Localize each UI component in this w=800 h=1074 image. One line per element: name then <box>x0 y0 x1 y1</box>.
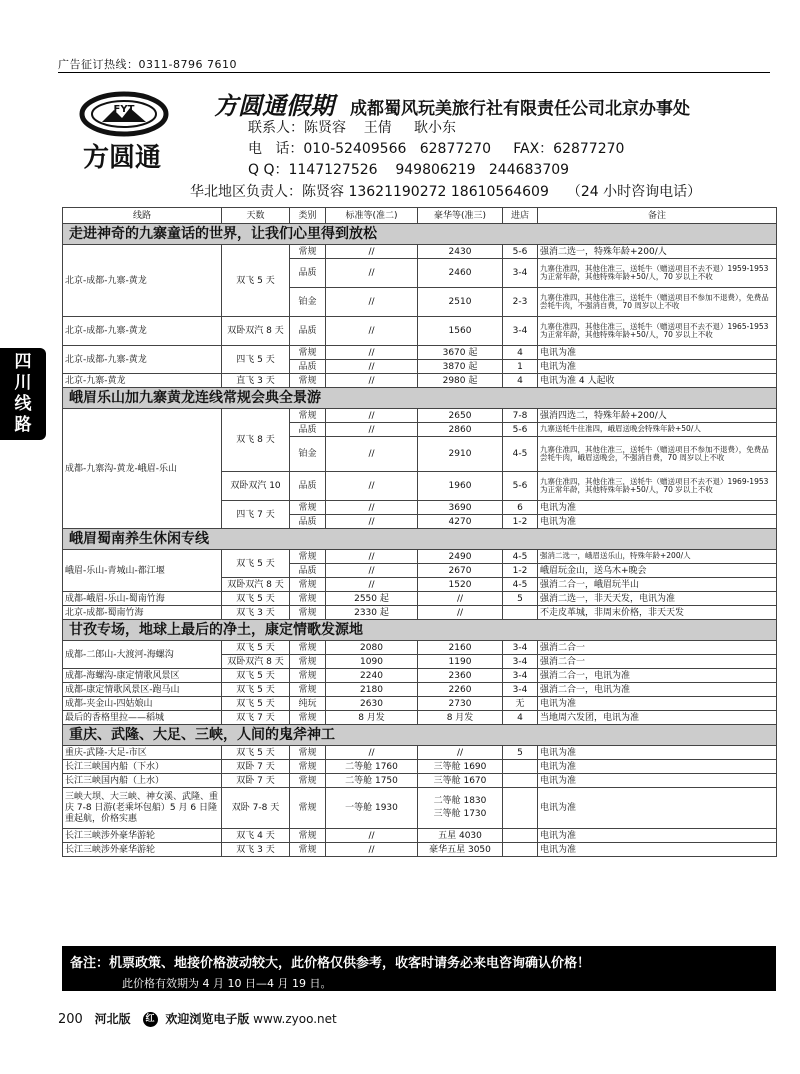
brand-name: 方圆通假期 <box>214 91 334 120</box>
table-row: 北京-成都-蜀南竹海 双飞 3 天 常规 2330 起 // 不走皮革城，非周末价格，非天天发 <box>63 606 777 620</box>
table-row: 双卧双汽 10 品质 // 1960 5-6 九寨住准四，其他住准三，送牦牛（赠送项目不去不退）1969-1953 为正常年龄，其他特殊年龄+50/人，70 岁以上不收 <box>63 472 777 501</box>
table-row: 双卧双汽 8 天 常规 // 1520 4-5 强消二合一，峨眉玩半山 <box>63 578 777 592</box>
table-row: 北京-成都-九寨-黄龙 四飞 5 天 常规 // 3670 起 4 电讯为准 <box>63 346 777 360</box>
footer-notice <box>62 946 776 991</box>
page-number: 200 <box>58 1012 83 1027</box>
col-route: 线路 <box>63 208 222 224</box>
section-row <box>63 620 777 641</box>
table-row: 三峡大坝、大三峡、神女溪、武隆、重庆 7-8 日游(老乘坏包船）5 月 6 日隆重起航，价格实惠 双卧 7-8 天 常规 一等舱 1930 二等舱 1830 三等舱 1730 电讯为准 <box>63 788 777 829</box>
table-row: 长江三峡涉外豪华游轮 双飞 4 天 常规 // 五星 4030 电讯为准 <box>63 829 777 843</box>
table-row: 成都-海螺沟-康定情歌风景区 双飞 5 天 常规 2240 2360 3-4 强消二合一，电讯为准 <box>63 669 777 683</box>
days-cell: 双飞 5 天 <box>222 245 290 317</box>
notice-main: 备注：机票政策、地接价格波动较大，此价格仅供参考，收客时请务必来电咨询确认价格！ <box>70 956 591 971</box>
edition-label: 河北版 <box>94 1012 131 1026</box>
edition-badge-icon: 红 <box>143 1012 158 1027</box>
section-row <box>63 725 777 746</box>
fyt-logo-icon <box>62 88 197 173</box>
agency-title <box>214 86 690 121</box>
page-footer <box>58 1010 337 1027</box>
col-luxury: 豪华等(准三) <box>418 208 503 224</box>
col-notes: 备注 <box>538 208 777 224</box>
logo-text: 方圆通 <box>82 143 162 173</box>
table-row: 北京-成都-九寨-黄龙 双卧双汽 8 天 品质 // 1560 3-4 九寨住准四，其他住准三，送牦牛（赠送项目不去不退）1965-1953 为正常年龄，其他特殊年龄+50/人，70 岁以上不收 <box>63 317 777 346</box>
contact-phone: 电 话：010-52409566 62877270 FAX：62877270 <box>248 141 625 157</box>
contact-qq: Q Q：1147127526 949806219 244683709 <box>248 162 570 178</box>
table-row: 成都-夹金山-四姑娘山 双飞 5 天 纯玩 2630 2730 无 电讯为准 <box>63 697 777 711</box>
table-row: 铂金 // 2510 2-3 九寨住准四，其他住准三，送牦牛（赠送项目不参加不退费），免费品尝牦牛肉，不强消自费，70 周岁以上不收 <box>63 288 777 317</box>
col-standard: 标准等(准二) <box>326 208 418 224</box>
table-row: 品质 // 4270 1-2 电讯为准 <box>63 515 777 529</box>
table-row: 重庆-武隆-大足-市区 双飞 5 天 常规 // // 5 电讯为准 <box>63 746 777 760</box>
table-row: 品质 // 3870 起 1 电讯为准 <box>63 360 777 374</box>
contact-people: 联系人：陈贤容 王倩 耿小东 <box>248 120 457 136</box>
table-row: 品质 // 2670 1-2 峨眉玩金山，送乌木+晚会 <box>63 564 777 578</box>
table-row: 北京-九寨-黄龙 直飞 3 天 常规 // 2980 起 4 电讯为准 4 人起收 <box>63 374 777 388</box>
table-row: 峨眉-乐山-青城山-都江堰 双飞 5 天 常规 // 2490 4-5 强消二选一，峨眉送乐山，特殊年龄+200/人 <box>63 550 777 564</box>
table-row: 最后的香格里拉——稻城 双飞 7 天 常规 8 月发 8 月发 4 当地周六发团，电讯为准 <box>63 711 777 725</box>
company-name: 成都蜀风玩美旅行社有限责任公司北京办事处 <box>350 99 690 119</box>
table-row: 成都-康定情歌风景区-跑马山 双飞 5 天 常规 2180 2260 3-4 强消二合一，电讯为准 <box>63 683 777 697</box>
regional-contact: 华北地区负责人：陈贤容 13621190272 18610564609 <box>190 184 549 200</box>
table-row: 双卧双汽 8 天 常规 1090 1190 3-4 强消二合一 <box>63 655 777 669</box>
section-title: 峨眉乐山加九寨黄龙连线常规会典全景游 <box>63 388 777 409</box>
table-row: 成都-峨眉-乐山-蜀南竹海 双飞 5 天 常规 2550 起 // 5 强消二选一，非天天发，电讯为准 <box>63 592 777 606</box>
section-title: 走进神奇的九寨童话的世界，让我们心里得到放松 <box>63 224 777 245</box>
section-title: 重庆、武隆、大足、三峡，人间的鬼斧神工 <box>63 725 777 746</box>
table-row: 四飞 7 天 常规 // 3690 6 电讯为准 <box>63 501 777 515</box>
regional-manager <box>190 181 701 201</box>
section-row <box>63 224 777 245</box>
table-row: 长江三峡国内船（上水） 双卧 7 天 常规 二等舱 1750 三等舱 1670 电讯为准 <box>63 774 777 788</box>
table-header-row <box>63 208 777 224</box>
table-row: 成都-二郎山-大渡河-海螺沟 双飞 5 天 常规 2080 2160 3-4 强消二合一 <box>63 641 777 655</box>
table-row: 长江三峡涉外豪华游轮 双飞 3 天 常规 // 豪华五星 3050 电讯为准 <box>63 843 777 857</box>
route-cell: 北京-成都-九寨-黄龙 <box>63 245 222 317</box>
website-link[interactable]: www.zyoo.net <box>253 1012 337 1026</box>
ad-hotline: 广告征订热线：0311-8796 7610 <box>58 58 237 71</box>
table-row: 成都-九寨沟-黄龙-峨眉-乐山 双飞 8 天 常规 // 2650 7-8 强消四选二，特殊年龄+200/人 <box>63 409 777 423</box>
table-row: 铂金 // 2910 4-5 九寨住准四，其他住准三，送牦牛（赠送项目不参加不退费），免费品尝牦牛肉，峨眉送晚会，不强消自费，70 周岁以上不收 <box>63 437 777 472</box>
section-row <box>63 529 777 550</box>
section-title: 峨眉蜀南养生休闲专线 <box>63 529 777 550</box>
col-category: 类别 <box>290 208 326 224</box>
hours-note: （24 小时咨询电话） <box>566 184 702 200</box>
logo-mark: FYT <box>113 104 135 115</box>
section-title: 甘孜专场，地球上最后的净土，康定情歌发源地 <box>63 620 777 641</box>
sichuan-routes-tab: 四 川 线 路 <box>0 348 46 440</box>
welcome-text: 欢迎浏览电子版 <box>165 1012 250 1026</box>
table-row: 北京-成都-九寨-黄龙 双飞 5 天 常规 // 2430 5-6 强消二选一，特殊年龄+200/人 <box>63 245 777 259</box>
table-row: 长江三峡国内船（下水） 双卧 7 天 常规 二等舱 1760 三等舱 1690 电讯为准 <box>63 760 777 774</box>
header-divider <box>58 72 770 73</box>
col-days: 天数 <box>222 208 290 224</box>
col-shops: 进店 <box>503 208 538 224</box>
table-row: 品质 // 2860 5-6 九寨送牦牛住准四，峨眉送晚会特殊年龄+50/人 <box>63 423 777 437</box>
table-row: 品质 // 2460 3-4 九寨住准四，其他住准三，送牦牛（赠送项目不去不退）1959-1953 为正常年龄，其他特殊年龄+50/人，70 岁以上不收 <box>63 259 777 288</box>
section-row <box>63 388 777 409</box>
notice-validity: 此价格有效期为 4 月 10 日—4 月 19 日。 <box>122 977 332 990</box>
price-table <box>62 207 776 857</box>
contact-block <box>248 118 624 181</box>
